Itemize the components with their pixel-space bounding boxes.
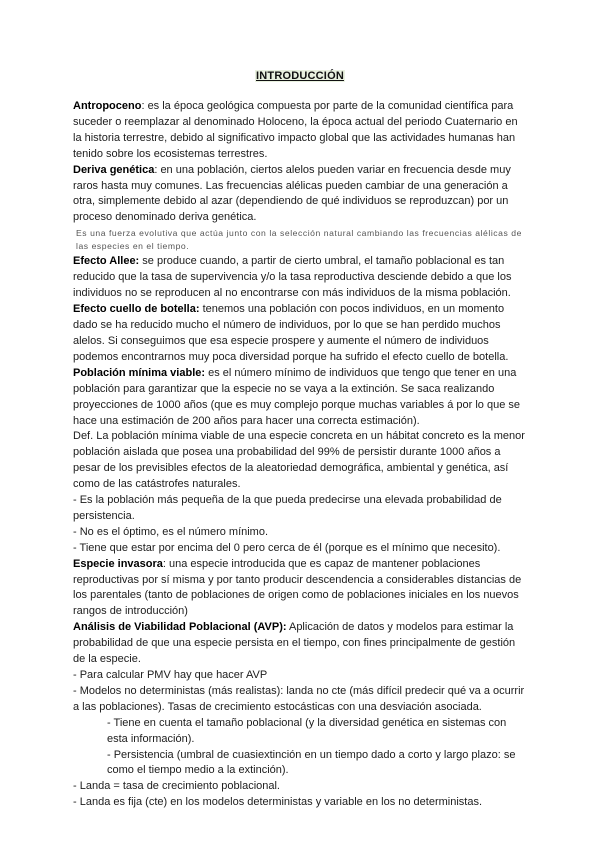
entry-cuello-botella (73, 302, 529, 366)
pmv-formal-definition: Def. La población mínima viable de una especie concreta en un hábitat concreto es la menor población aislada que posea una probabilidad del 99% de persistir durante 1000 años a pesar de los previsibles efectos de la aleatoriedad demográfica, ambiental y genética, así como de las catástrofes naturales. (73, 430, 525, 491)
pmv-bullet: - No es el óptimo, es el número mínimo. (73, 525, 269, 538)
definition-efecto-allee: se produce cuando, a partir de cierto umbral, el tamaño poblacional es tan reducido que la tasa de supervivencia y/o la tasa reproductiva desciende debido a que los individuos no se reproducen al no encontrarse con más individuos de la misma población. (73, 255, 512, 300)
term-efecto-allee: Efecto Allee: (73, 255, 140, 268)
avp-sub-bullet: - Tiene en cuenta el tamaño poblacional (y la diversidad genética en sistemas con esta información). (107, 716, 507, 745)
entry-efecto-allee (73, 254, 529, 302)
avp-bullet: - Landa es fija (cte) en los modelos deterministas y variable en los no deterministas. (73, 796, 483, 809)
pmv-bullet: - Es la población más pequeña de la que pueda predecirse una elevada probabilidad de persistencia. (73, 494, 502, 522)
note-deriva-genetica: Es una fuerza evolutiva que actúa junto con la selección natural cambiando las frecuencias alélicas de las especies en el tiempo. (76, 228, 522, 251)
avp-bullet: - Modelos no deterministas (más realistas): landa no cte (más difícil predecir qué va a ocurrir a las poblaciones). Tasas de crecimiento estocásticas con una desviación asociada. (73, 684, 525, 713)
term-deriva-genetica: Deriva genética (73, 163, 155, 176)
term-poblacion-minima-viable: Población mínima viable: (73, 366, 206, 379)
definition-poblacion-minima-viable: es el número mínimo de individuos que tengo que tener en una población para garantizar que la especie no se vaya a la extinción. Se saca realizando proyecciones de 1000 años (que es muy complejo porque muchas variables á por lo que se hace una estimación de 200 años para hacer una correcta estimación). (73, 366, 520, 427)
entry-deriva-genetica (73, 163, 529, 227)
definition-deriva-genetica: : en una población, ciertos alelos pueden variar en frecuencia desde muy raros hasta muy comunes. Las frecuencias alélicas pueden cambiar de una generación a otra, simplemente debido al azar (dependiendo de qué individuos se reproduzcan) por un proceso denominado deriva genética. (73, 163, 511, 224)
avp-bullet: - Para calcular PMV hay que hacer AVP (73, 669, 268, 681)
term-avp: Análisis de Viabilidad Poblacional (AVP): (73, 621, 287, 634)
definition-antropoceno: : es la época geológica compuesta por parte de la comunidad científica para suceder o reemplazar al denominado Holoceno, la época actual del periodo Cuaternario en la historia terrestre, debido al significativo impacto global que las actividades humanas han tenido sobre los ecosistemas terrestres. (73, 100, 518, 160)
entry-especie-invasora (73, 557, 529, 621)
entry-antropoceno (73, 99, 529, 163)
document-body (73, 99, 529, 811)
definition-especie-invasora: : una especie introducida que es capaz de mantener poblaciones reproductivas por sí misma y por tanto producir descendencia a considerables distancias de los parentales (tanto de poblaciones de origen como de poblaciones iniciales en los nuevos rangos de introducción) (73, 557, 522, 618)
avp-sub-bullet: - Persistencia (umbral de cuasiextinción en un tiempo dado a corto y largo plazo: se como el tiempo medio a la extinción). (107, 748, 516, 777)
definition-avp: Aplicación de datos y modelos para estimar la probabilidad de que una especie persista en el tiempo, con fines principalmente de gestión de la especie. (73, 621, 516, 666)
entry-avp (73, 620, 529, 668)
avp-bullet: - Landa = tasa de crecimiento poblacional. (73, 780, 280, 793)
term-especie-invasora: Especie invasora (73, 557, 163, 570)
term-antropoceno: Antropoceno (73, 100, 142, 112)
term-cuello-botella: Efecto cuello de botella: (73, 303, 200, 316)
pmv-bullet: - Tiene que estar por encima del 0 pero cerca de él (porque es el mínimo que necesito). (73, 541, 501, 554)
definition-cuello-botella: tenemos una población con pocos individuos, en un momento dado se ha reducido mucho el número de individuos, por lo que se han perdido muchos alelos. Si conseguimos que esa especie prospere y aumente el número de individuos podemos encontrarnos muy poca diversidad porque ha sufrido el efecto cuello de botella. (73, 303, 509, 363)
entry-poblacion-minima-viable (73, 366, 529, 430)
page-title: INTRODUCCIÓN (256, 70, 344, 82)
